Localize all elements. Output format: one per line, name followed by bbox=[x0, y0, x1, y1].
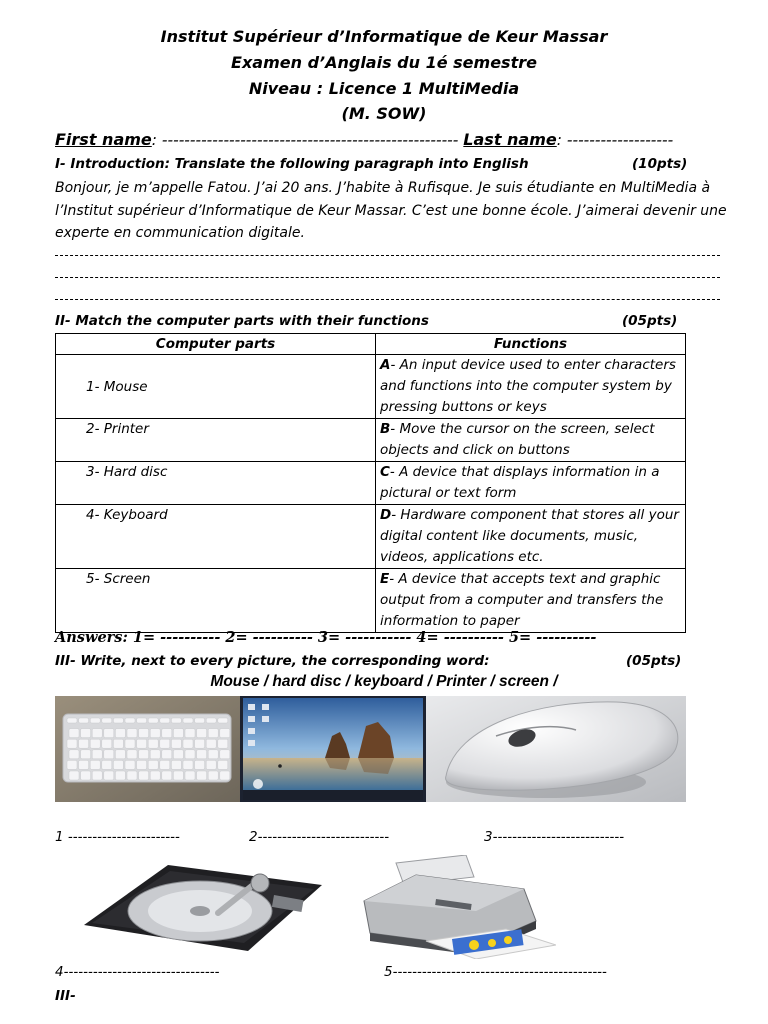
section1-paragraph: Bonjour, je m’appelle Fatou. J’ai 20 ans. J’habite à Rufisque. Je suis étudiante en MultiMedia à l’Institut supérieur d’Informatique de Keur Massar. C’est une bonne école. J’aimerai devenir une experte en communication digitale. bbox=[55, 180, 727, 241]
function-cell: B- Move the cursor on the screen, select objects and click on buttons bbox=[376, 419, 686, 462]
keyboard-image bbox=[55, 696, 240, 802]
blank-5: 5-------------------------------------------- bbox=[384, 964, 607, 980]
section2-points: (05pts) bbox=[622, 313, 678, 329]
last-name-label: Last name bbox=[463, 130, 557, 149]
table-row bbox=[56, 505, 686, 569]
blank-3: 3--------------------------- bbox=[484, 829, 625, 845]
header-functions: Functions bbox=[376, 334, 686, 355]
function-cell: A- An input device used to enter characters and functions into the computer system by pressing buttons or keys bbox=[376, 355, 686, 419]
section1-title: I- Introduction: Translate the following paragraph into English bbox=[55, 156, 529, 172]
teacher-line: (M. SOW) bbox=[341, 104, 427, 123]
table-row bbox=[56, 462, 686, 505]
hard-disc-image bbox=[78, 855, 328, 957]
function-cell: C- A device that displays information in a pictural or text form bbox=[376, 462, 686, 505]
exam-title: Examen d’Anglais du 1é semestre bbox=[231, 53, 537, 72]
answer-line-2 bbox=[55, 277, 720, 278]
function-cell: D- Hardware component that stores all your digital content like documents, music, videos, applications etc. bbox=[376, 505, 686, 569]
answer-line-1 bbox=[55, 255, 720, 256]
table-header-row bbox=[56, 334, 686, 355]
answer-line-3 bbox=[55, 299, 720, 300]
first-name-blank: : ----------------------------------------------------- bbox=[151, 131, 459, 149]
blank-4: 4-------------------------------- bbox=[55, 964, 220, 980]
last-name-blank: : ------------------- bbox=[556, 131, 674, 149]
blank-1: 1 ----------------------- bbox=[55, 829, 180, 845]
part-cell: 4- Keyboard bbox=[56, 505, 376, 569]
section3-title: III- Write, next to every picture, the corresponding word: bbox=[55, 653, 490, 669]
table-row bbox=[56, 419, 686, 462]
header-computer-parts: Computer parts bbox=[56, 334, 376, 355]
mouse-image bbox=[426, 696, 686, 802]
table-row bbox=[56, 355, 686, 419]
part-cell: 2- Printer bbox=[56, 419, 376, 462]
answers-line: Answers: 1= ---------- 2= ---------- 3= ----------- 4= ---------- 5= ---------- bbox=[55, 629, 597, 646]
section2-title: II- Match the computer parts with their functions bbox=[55, 313, 429, 329]
matching-table bbox=[55, 333, 686, 633]
screen-image bbox=[240, 696, 426, 802]
institute-title: Institut Supérieur d’Informatique de Keur Massar bbox=[160, 27, 608, 46]
part-cell: 1- Mouse bbox=[56, 355, 376, 419]
section1-points: (10pts) bbox=[632, 156, 688, 172]
part-cell: 5- Screen bbox=[56, 569, 376, 633]
word-bank: Mouse / hard disc / keyboard / Printer / screen / bbox=[210, 673, 558, 690]
printer-image bbox=[356, 855, 556, 959]
section3-points: (05pts) bbox=[626, 653, 682, 669]
first-name-label: First name bbox=[55, 130, 152, 149]
trailing-section-label: III- bbox=[55, 988, 76, 1004]
name-fields bbox=[55, 130, 735, 149]
level-line: Niveau : Licence 1 MultiMedia bbox=[248, 79, 520, 98]
function-cell: E- A device that accepts text and graphic output from a computer and transfers the information to paper bbox=[376, 569, 686, 633]
table-row bbox=[56, 569, 686, 633]
part-cell: 3- Hard disc bbox=[56, 462, 376, 505]
blank-2: 2--------------------------- bbox=[249, 829, 390, 845]
